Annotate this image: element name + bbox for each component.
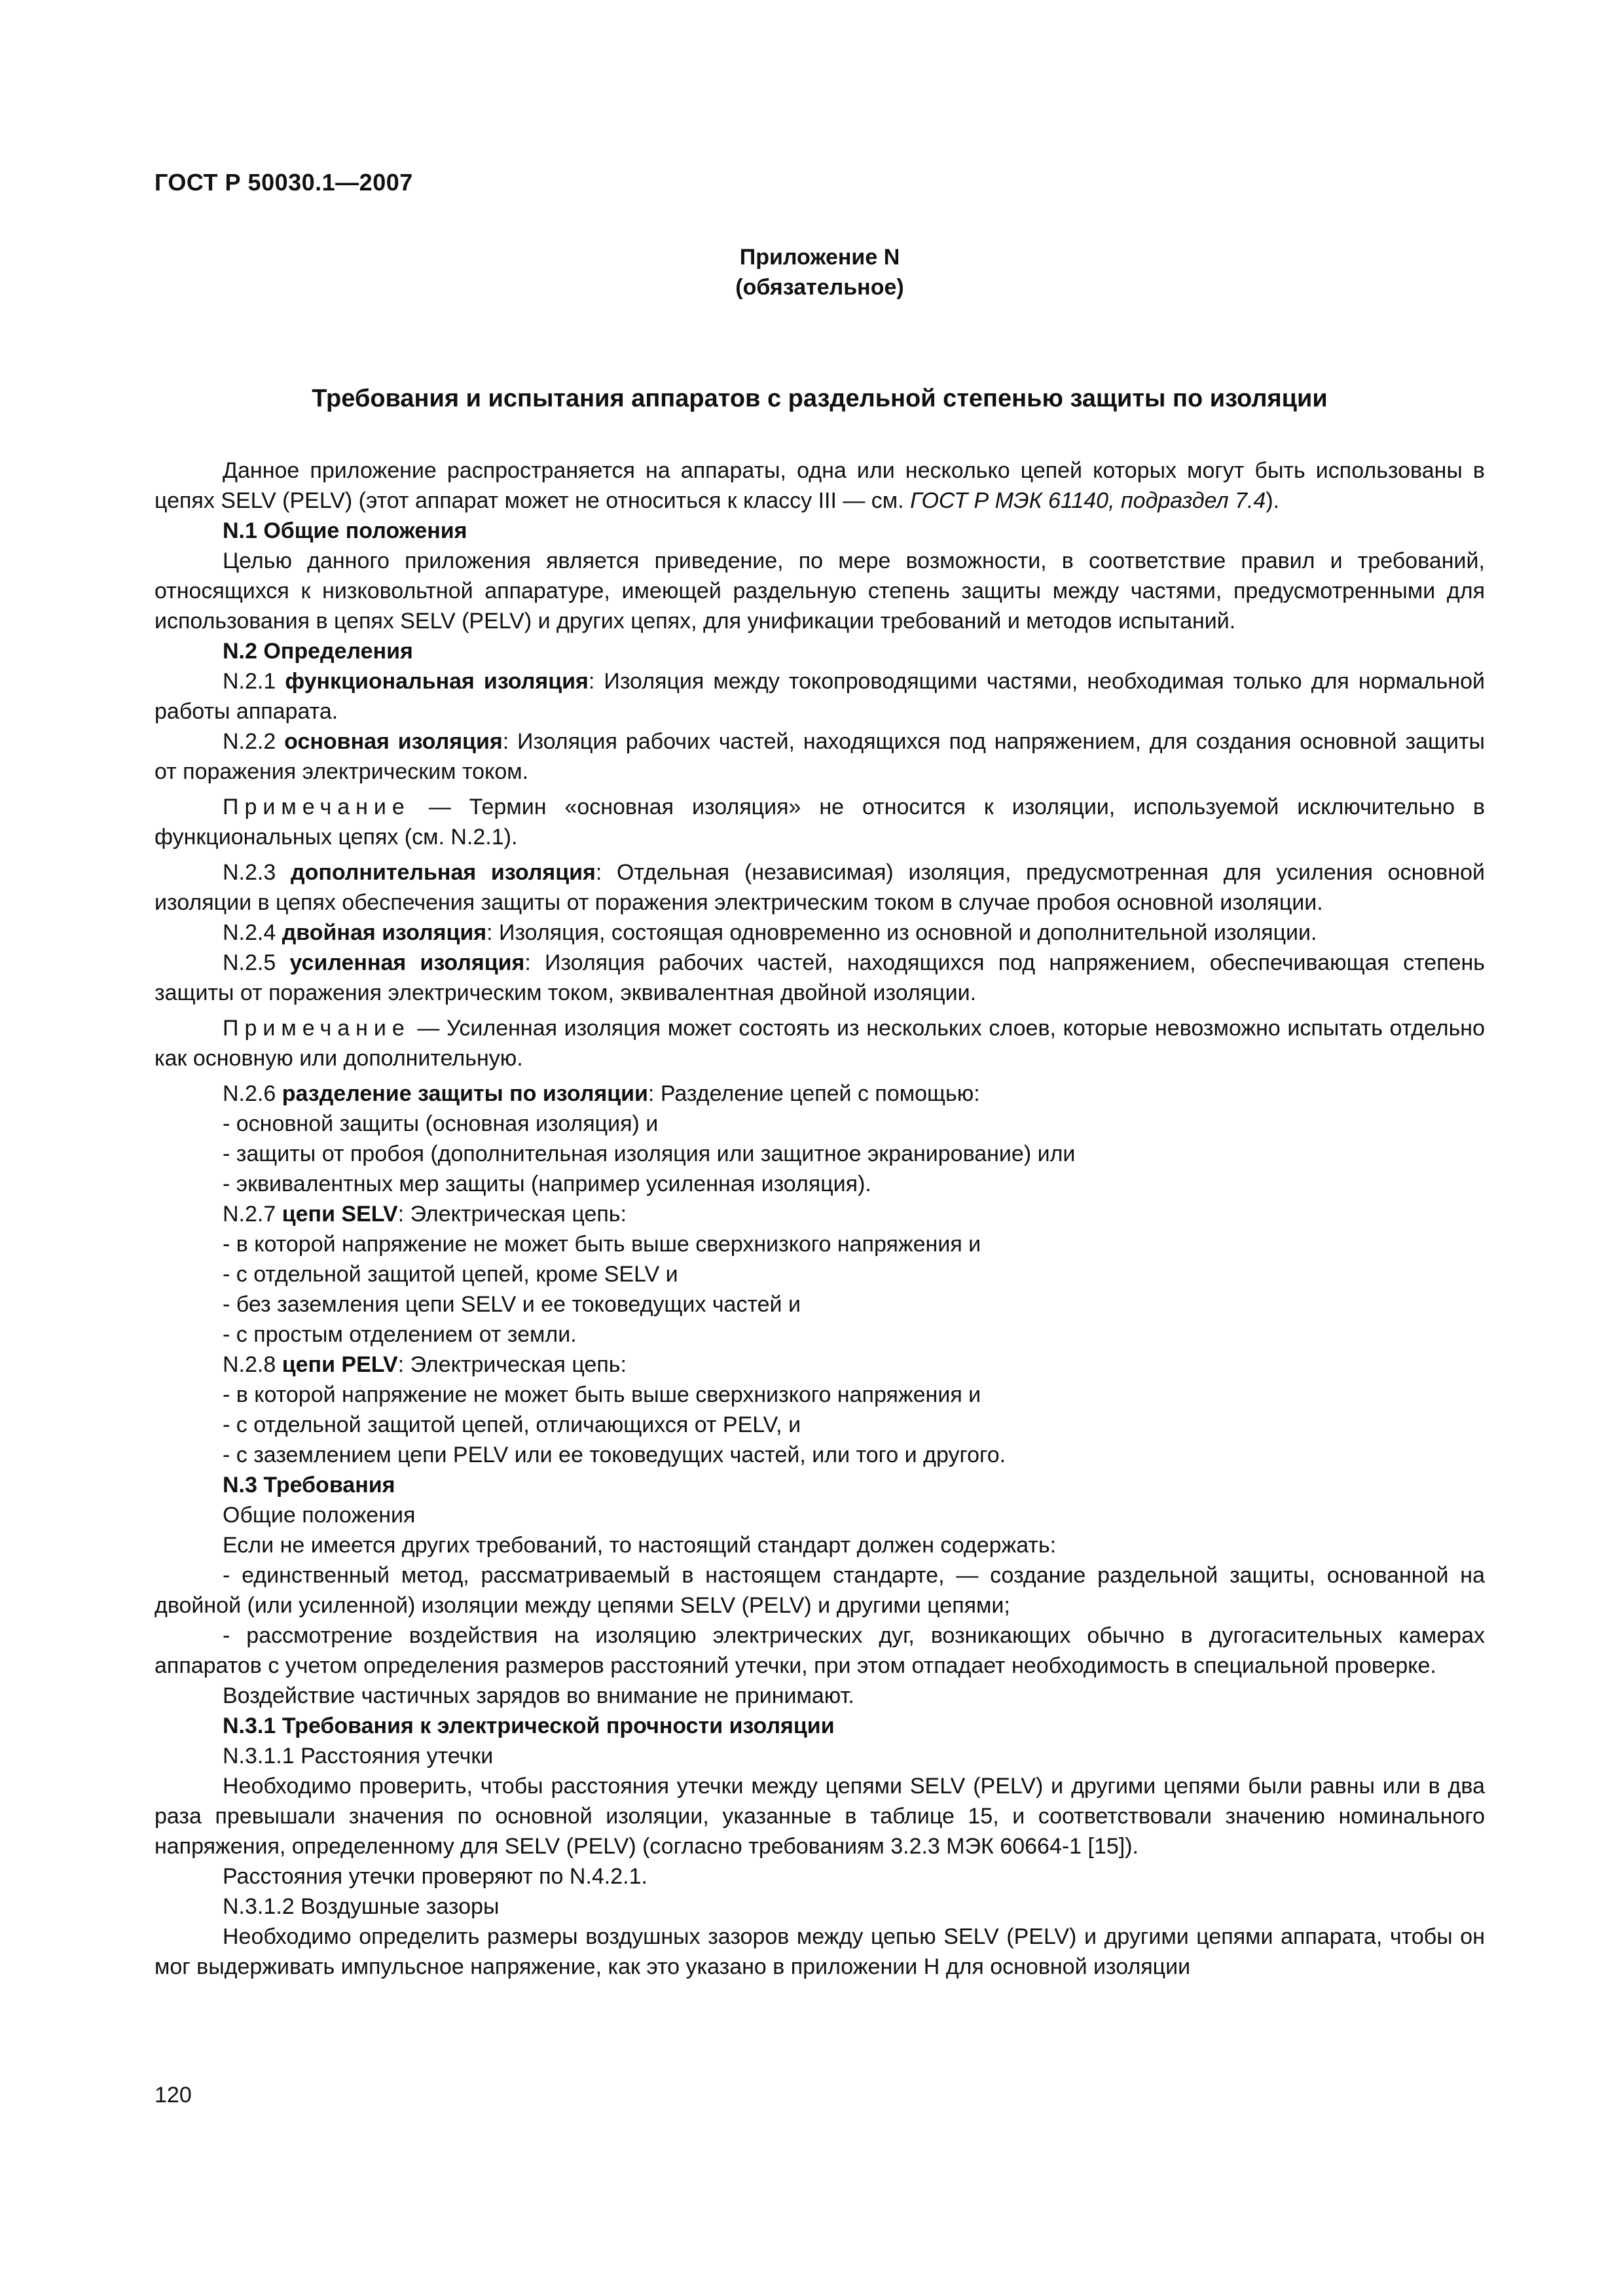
list-item: - с простым отделением от земли. — [223, 1322, 577, 1347]
definition-n2-3: N.2.3 дополнительная изоляция: Отдельная (независимая) изоляция, предусмотренная для усиления основной изоляции в цепях обеспечения защиты от поражения электрическим током в случае пробоя основной изоляции. — [155, 860, 1485, 915]
subsection-n3-1-2-text: Необходимо определить размеры воздушных зазоров между цепью SELV (PELV) и другими цепями аппарата, чтобы он мог выдерживать импульсное напряжение, как это указано в приложении Н для основной изоляции — [155, 1924, 1485, 1979]
definition-n2-4: N.2.4 двойная изоляция: Изоляция, состоящая одновременно из основной и дополнительной изоляции. — [223, 920, 1317, 945]
subsection-n3-1-1-check: Расстояния утечки проверяют по N.4.2.1. — [223, 1864, 647, 1889]
subsection-n3-1-2-title: N.3.1.2 Воздушные зазоры — [223, 1894, 500, 1919]
list-item: - с отдельной защитой цепей, кроме SELV и — [223, 1262, 678, 1287]
definition-n2-5: N.2.5 усиленная изоляция: Изоляция рабочих частей, находящихся под напряжением, обеспечивающая степень защиты от поражения электрическим током, эквивалентная двойной изоляции. — [155, 950, 1486, 1005]
partial-discharge-note: Воздействие частичных зарядов во внимание не принимают. — [223, 1683, 854, 1708]
document-page — [155, 0, 1485, 2296]
note-1: Примечание — Термин «основная изоляция» не относится к изоляции, используемой исключительно в функциональных цепях (см. N.2.1). — [155, 795, 1485, 850]
list-item: - эквивалентных мер защиты (например усиленная изоляция). — [223, 1172, 871, 1196]
annex-heading — [155, 242, 1485, 302]
document-id: ГОСТ Р 50030.1—2007 — [155, 169, 413, 196]
definition-n2-2: N.2.2 основная изоляция: Изоляция рабочих частей, находящихся под напряжением, для создания основной защиты от поражения электрическим током. — [155, 729, 1485, 784]
annex-label: Приложение N — [739, 245, 900, 270]
requirement-bullet-1: - единственный метод, рассматриваемый в настоящем стандарте, — создание раздельной защиты, основанной на двойной (или усиленной) изоляции между цепями SELV (PELV) и другими цепями; — [155, 1563, 1485, 1618]
list-item: - с отдельной защитой цепей, отличающихся от PELV, и — [223, 1412, 801, 1437]
definition-n2-6: N.2.6 разделение защиты по изоляции: Разделение цепей с помощью: — [223, 1081, 980, 1106]
definition-n2-1: N.2.1 функциональная изоляция: Изоляция между токопроводящими частями, необходимая только для нормальной работы аппарата. — [155, 669, 1485, 724]
note-2: Примечание — Усиленная изоляция может состоять из нескольких слоев, которые невозможно испытать отдельно как основную или дополнительную. — [155, 1016, 1485, 1071]
annex-status: (обязательное) — [735, 275, 904, 300]
definition-n2-8: N.2.8 цепи PELV: Электрическая цепь: — [223, 1352, 627, 1377]
list-item: - с заземлением цепи PELV или ее токоведущих частей, или того и другого. — [223, 1443, 1006, 1467]
intro-paragraph: Данное приложение распространяется на аппараты, одна или несколько цепей которых могут быть использованы в цепях SELV (PELV) (этот аппарат может не относиться к классу III — см. ГОСТ Р МЭК 61140, подраздел 7.4). — [155, 458, 1485, 513]
list-item: - в которой напряжение не может быть выше сверхнизкого напряжения и — [223, 1232, 981, 1257]
note-label: Примечание — [223, 1016, 410, 1041]
document-body — [155, 456, 1485, 1982]
list-item: - основной защиты (основная изоляция) и — [223, 1111, 659, 1136]
annex-title: Требования и испытания аппаратов с раздельной степенью защиты по изоляции — [312, 385, 1328, 412]
standard-reference: ГОСТ Р МЭК 61140, подраздел 7.4 — [910, 488, 1266, 513]
section-heading-n2: N.2 Определения — [223, 639, 413, 664]
subsection-n3-1-1-title: N.3.1.1 Расстояния утечки — [223, 1744, 494, 1768]
definition-n2-7: N.2.7 цепи SELV: Электрическая цепь: — [223, 1202, 627, 1227]
page-number: 120 — [155, 2083, 192, 2108]
list-item: - защиты от пробоя (дополнительная изоляция или защитное экранирование) или — [223, 1141, 1076, 1166]
note-label: Примечание — [223, 795, 410, 819]
section-n1-text: Целью данного приложения является приведение, по мере возможности, в соответствие правил и требований, относящихся к низковольтной аппаратуре, имеющей раздельную степень защиты между частями, предусмотренными для использования в цепях SELV (PELV) и других цепях, для унификации требований и методов испытаний. — [155, 548, 1485, 634]
section-heading-n3: N.3 Требования — [223, 1473, 395, 1498]
requirement-bullet-2: - рассмотрение воздействия на изоляцию электрических дуг, возникающих обычно в дугогасительных камерах аппаратов с учетом определения размеров расстояний утечки, при этом отпадает необходимость в специальной проверке. — [155, 1623, 1485, 1678]
subsection-title: Общие положения — [223, 1503, 416, 1528]
subsection-n3-1-1-text: Необходимо проверить, чтобы расстояния утечки между цепями SELV (PELV) и другими цепями были равны или в два раза превышали значения по основной изоляции, указанные в таблице 15, и соответствовали значению номинального напряжения, определенному для SELV (PELV) (согласно требованиям 3.2.3 МЭК 60664-1 [15]). — [155, 1774, 1485, 1859]
requirements-lead: Если не имеется других требований, то настоящий стандарт должен содержать: — [223, 1533, 1057, 1558]
section-heading-n1: N.1 Общие положения — [223, 518, 467, 543]
section-heading-n3-1: N.3.1 Требования к электрической прочности изоляции — [223, 1713, 835, 1738]
list-item: - в которой напряжение не может быть выше сверхнизкого напряжения и — [223, 1382, 981, 1407]
list-item: - без заземления цепи SELV и ее токоведущих частей и — [223, 1292, 801, 1317]
